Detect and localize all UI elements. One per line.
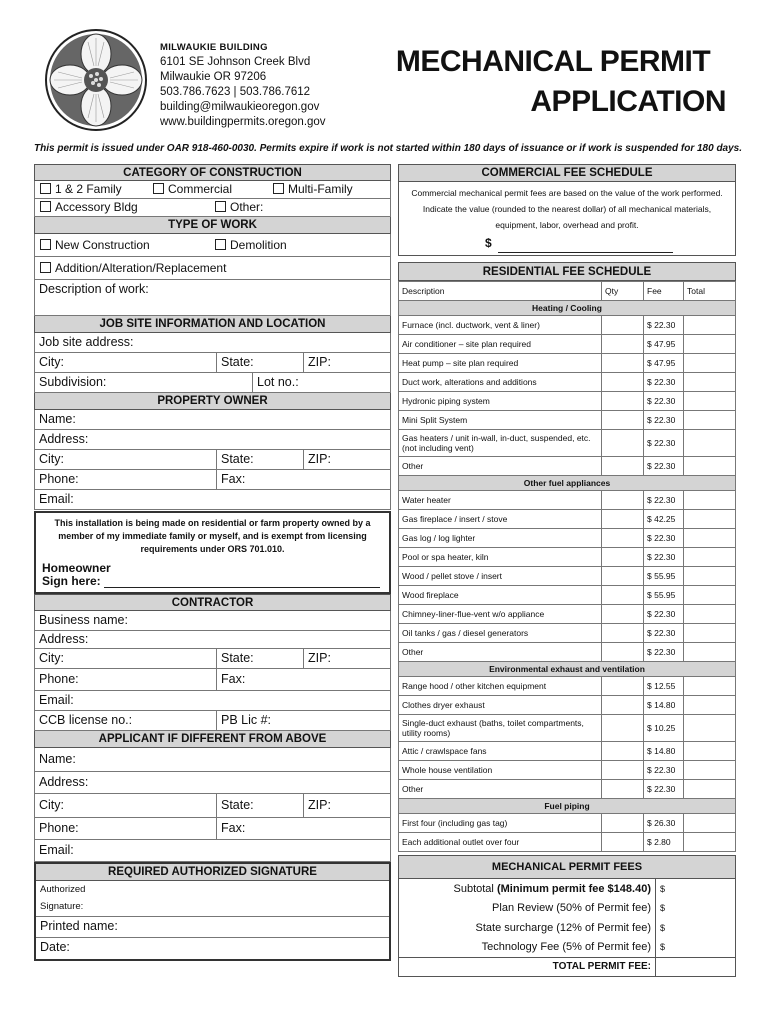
form-title [378,42,728,122]
permit-fee-row [399,938,736,958]
qty-input[interactable] [602,335,644,354]
fee-row [399,833,736,852]
fee-description: Clothes dryer exhaust [399,696,602,715]
homeowner-exemption-box [34,511,391,594]
checkbox[interactable] [40,201,51,212]
fee-row [399,814,736,833]
fee-row [399,529,736,548]
subdivision-field[interactable]: Subdivision: [35,373,253,392]
contractor-address-field[interactable]: Address: [34,631,391,649]
fee-amount: $ 47.95 [644,335,684,354]
fee-amount: $ 14.80 [644,742,684,761]
work-type-header: TYPE OF WORK [34,217,391,234]
fee-row [399,548,736,567]
total-input[interactable] [684,605,736,624]
fee-row [399,780,736,799]
fee-description: Heat pump – site plan required [399,354,602,373]
sign-here-label: Sign here: [42,574,101,588]
city-field[interactable]: City: [35,794,217,817]
owner-name-field[interactable]: Name: [34,410,391,430]
total-input[interactable] [684,567,736,586]
option-1-2-family[interactable]: 1 & 2 Family [40,181,122,198]
fee-amount: $ 14.80 [644,696,684,715]
qty-input[interactable] [602,510,644,529]
qty-input[interactable] [602,567,644,586]
fee-amount: $ 55.95 [644,586,684,605]
state-field[interactable]: State: [217,649,304,668]
owner-phone-row [34,470,391,490]
signature-header: REQUIRED AUTHORIZED SIGNATURE [36,864,389,881]
org-name: MILWAUKIE BUILDING [160,42,268,53]
col-fee: Fee [644,282,684,301]
license-row [34,711,391,731]
ccb-license-field[interactable]: CCB license no.: [35,711,217,730]
fee-row [399,335,736,354]
total-input[interactable] [684,643,736,662]
milwaukie-logo [44,28,148,132]
applicant-email-field[interactable]: Email: [34,840,391,862]
fee-description: Chimney-liner-flue-vent w/o appliance [399,605,602,624]
total-input[interactable] [684,354,736,373]
business-name-field[interactable]: Business name: [34,611,391,631]
total-input[interactable] [684,833,736,852]
category-row-1 [34,181,391,199]
qty-input[interactable] [602,316,644,335]
address-line: Milwaukie OR 97206 [160,71,267,83]
section-title: Heating / Cooling [399,301,736,316]
qty-input[interactable] [602,430,644,457]
date-field[interactable]: Date: [40,940,70,954]
fee-amount: $ 22.30 [644,411,684,430]
city-field[interactable]: City: [35,450,217,469]
fee-row [399,430,736,457]
fee-amount: $ 22.30 [644,761,684,780]
commercial-fee-box [398,164,736,256]
left-column [34,164,391,961]
owner-email-field[interactable]: Email: [34,490,391,510]
right-column [398,164,736,977]
col-qty: Qty [602,282,644,301]
total-permit-fee-value[interactable] [656,957,736,977]
permit-fees-header: MECHANICAL PERMIT FEES [398,855,736,879]
website-line: www.buildingpermits.oregon.gov [160,116,326,128]
address-line: 6101 SE Johnson Creek Blvd [160,56,311,68]
checkbox[interactable] [153,183,164,194]
table-header-row [399,282,736,301]
qty-input[interactable] [602,605,644,624]
fee-row [399,510,736,529]
fee-row [399,392,736,411]
permit-fee-label: Plan Review (50% of Permit fee) [399,899,656,919]
col-total: Total [684,282,736,301]
title-line1: MECHANICAL PERMIT [395,45,711,78]
zip-field[interactable]: ZIP: [308,651,331,665]
fax-field[interactable]: Fax: [221,472,246,486]
fee-amount: $ 22.30 [644,548,684,567]
email-line: building@milwaukieoregon.gov [160,101,320,113]
section-title: Other fuel appliances [399,476,736,491]
applicant-city-row [34,794,391,818]
col-description: Description [399,282,602,301]
fee-description: Whole house ventilation [399,761,602,780]
qty-input[interactable] [602,529,644,548]
qty-input[interactable] [602,643,644,662]
fee-amount: $ 22.30 [644,457,684,476]
phone-field[interactable]: Phone: [35,669,217,690]
fee-amount: $ 22.30 [644,373,684,392]
residential-header: RESIDENTIAL FEE SCHEDULE [398,262,736,281]
qty-input[interactable] [602,411,644,430]
qty-input[interactable] [602,354,644,373]
homeowner-signature-line[interactable] [104,578,380,588]
pb-license-field[interactable]: PB Lic #: [221,713,272,727]
residential-fee-table [398,281,736,852]
total-input[interactable] [684,548,736,567]
permit-fee-value[interactable]: $ [660,883,666,894]
fee-amount: $ 22.30 [644,430,684,457]
option-demolition[interactable]: Demolition [215,234,287,257]
subdivision-row [34,373,391,393]
city-field[interactable]: City: [35,353,217,372]
qty-input[interactable] [602,814,644,833]
zip-field[interactable]: ZIP: [308,355,331,369]
fax-field[interactable]: Fax: [221,821,246,835]
total-input[interactable] [684,814,736,833]
permit-fee-row [399,918,736,938]
contractor-phone-row [34,669,391,691]
fee-amount: $ 2.80 [644,833,684,852]
qty-input[interactable] [602,780,644,799]
fee-row [399,586,736,605]
homeowner-label: Homeowner [42,561,111,575]
category-header: CATEGORY OF CONSTRUCTION [34,164,391,181]
qty-input[interactable] [602,624,644,643]
applicant-name-field[interactable]: Name: [34,748,391,772]
fee-description: Hydronic piping system [399,392,602,411]
fee-description: Other [399,643,602,662]
qty-input[interactable] [602,833,644,852]
homeowner-statement: This installation is being made on residential or farm property owned by a member of my immediate family or myself, and is exempt from licensing requirements under ORS 701.010. [54,518,371,554]
fee-description: Furnace (incl. ductwork, vent & liner) [399,316,602,335]
phone-field[interactable]: Phone: [35,818,217,839]
qty-input[interactable] [602,761,644,780]
checkbox[interactable] [40,262,51,273]
fee-description: Air conditioner – site plan required [399,335,602,354]
fee-amount: $ 22.30 [644,392,684,411]
fee-row [399,761,736,780]
fee-description: Gas log / log lighter [399,529,602,548]
qty-input[interactable] [602,715,644,742]
permit-fee-row [399,879,736,899]
fee-description: Single-duct exhaust (baths, toilet compartments, utility rooms) [399,715,602,742]
fee-description: Other [399,780,602,799]
total-input[interactable] [684,510,736,529]
fee-section-header [399,301,736,316]
fee-row [399,457,736,476]
checkbox[interactable] [40,183,51,194]
fee-amount: $ 10.25 [644,715,684,742]
fee-description: Oil tanks / gas / diesel generators [399,624,602,643]
permit-fee-value[interactable]: $ [660,903,666,914]
qty-input[interactable] [602,373,644,392]
state-field[interactable]: State: [217,794,304,817]
option-new-construction[interactable]: New Construction [40,234,150,257]
fee-description: Water heater [399,491,602,510]
option-multi-family[interactable]: Multi-Family [273,181,353,198]
state-field[interactable]: State: [217,450,304,469]
applicant-header: APPLICANT IF DIFFERENT FROM ABOVE [34,731,391,748]
qty-input[interactable] [602,586,644,605]
fee-row [399,624,736,643]
job-site-city-row [34,353,391,373]
permit-fee-value[interactable]: $ [660,942,666,952]
total-input[interactable] [684,761,736,780]
permit-fee-label: Subtotal (Minimum permit fee $148.40) [399,879,656,899]
fee-description: Other [399,457,602,476]
fee-amount: $ 22.30 [644,624,684,643]
fee-amount: $ 22.30 [644,529,684,548]
total-input[interactable] [684,696,736,715]
fee-row [399,643,736,662]
signature-label: Signature: [40,901,84,912]
fee-description: Duct work, alterations and additions [399,373,602,392]
fee-row [399,411,736,430]
fee-description: Wood fireplace [399,586,602,605]
permit-fee-label: State surcharge (12% of Permit fee) [399,918,656,938]
title-line2: APPLICATION [530,85,726,118]
option-other[interactable]: Other: [215,199,263,216]
fee-amount: $ 47.95 [644,354,684,373]
permit-fee-row [399,899,736,919]
qty-input[interactable] [602,742,644,761]
permit-fees-table [398,879,736,977]
fee-description: Mini Split System [399,411,602,430]
option-accessory-bldg[interactable]: Accessory Bldg [40,199,138,216]
total-permit-fee-label: TOTAL PERMIT FEE: [399,957,656,977]
fee-description: Gas fireplace / insert / stove [399,510,602,529]
applicant-phone-row [34,818,391,840]
contractor-header: CONTRACTOR [34,594,391,611]
fee-row [399,677,736,696]
checkbox[interactable] [215,239,226,250]
permit-fee-value[interactable]: $ [660,922,666,933]
work-type-row-1 [34,234,391,257]
fax-field[interactable]: Fax: [221,672,246,686]
fee-row [399,316,736,335]
lot-field[interactable]: Lot no.: [257,375,299,389]
fee-amount: $ 22.30 [644,316,684,335]
fee-description: Each additional outlet over four [399,833,602,852]
fee-description: First four (including gas tag) [399,814,602,833]
section-title: Environmental exhaust and ventilation [399,662,736,677]
fee-row [399,715,736,742]
checkbox[interactable] [215,201,226,212]
fee-section-header [399,799,736,814]
total-input[interactable] [684,335,736,354]
fee-row [399,373,736,392]
total-input[interactable] [684,392,736,411]
commercial-value-field[interactable]: $ [399,233,735,255]
total-input[interactable] [684,529,736,548]
qty-input[interactable] [602,677,644,696]
fee-section-header [399,476,736,491]
signature-box [34,862,391,961]
fee-amount: $ 42.25 [644,510,684,529]
fee-amount: $ 22.30 [644,780,684,799]
total-input[interactable] [684,373,736,392]
fee-row [399,354,736,373]
office-address [160,40,326,130]
option-commercial[interactable]: Commercial [153,181,232,198]
total-input[interactable] [684,430,736,457]
homeowner-sign-area [42,562,383,588]
fee-section-header [399,662,736,677]
authorized-label: Authorized [40,884,86,895]
qty-input[interactable] [602,392,644,411]
fee-row [399,696,736,715]
qty-input[interactable] [602,457,644,476]
job-site-address-field[interactable]: Job site address: [34,333,391,353]
authorized-signature-field[interactable] [36,881,389,917]
owner-city-row [34,450,391,470]
total-input[interactable] [684,742,736,761]
permit-notice: This permit is issued under OAR 918-460-0030. Permits expire if work is not started within 180 days of issuance or if work is suspended for 180 days. [34,143,743,154]
zip-field[interactable]: ZIP: [308,452,331,466]
fee-amount: $ 22.30 [644,605,684,624]
phone-line: 503.786.7623 | 503.786.7612 [160,86,311,98]
qty-input[interactable] [602,696,644,715]
checkbox[interactable] [273,183,284,194]
total-input[interactable] [684,491,736,510]
option-addition-alteration[interactable]: Addition/Alteration/Replacement [40,257,226,280]
fee-row [399,567,736,586]
qty-input[interactable] [602,491,644,510]
checkbox[interactable] [40,239,51,250]
total-input[interactable] [684,677,736,696]
zip-field[interactable]: ZIP: [308,798,331,812]
qty-input[interactable] [602,548,644,567]
printed-name-field[interactable]: Printed name: [36,917,389,938]
total-input[interactable] [684,715,736,742]
applicant-address-field[interactable]: Address: [34,772,391,794]
fee-description: Pool or spa heater, kiln [399,548,602,567]
owner-header: PROPERTY OWNER [34,393,391,410]
fee-amount: $ 22.30 [644,491,684,510]
fee-row [399,605,736,624]
state-field[interactable]: State: [217,353,304,372]
phone-field[interactable]: Phone: [35,470,217,489]
total-input[interactable] [684,586,736,605]
category-row-2 [34,199,391,217]
total-input[interactable] [684,411,736,430]
permit-fee-label: Technology Fee (5% of Permit fee) [399,938,656,958]
fee-description: Gas heaters / unit in-wall, in-duct, suspended, etc. (not including vent) [399,430,602,457]
contractor-city-row [34,649,391,669]
contractor-email-field[interactable]: Email: [34,691,391,711]
fee-row [399,742,736,761]
fee-description: Range hood / other kitchen equipment [399,677,602,696]
total-input[interactable] [684,624,736,643]
commercial-header: COMMERCIAL FEE SCHEDULE [399,165,735,182]
total-permit-fee-row [399,957,736,977]
fee-description: Wood / pellet stove / insert [399,567,602,586]
city-field[interactable]: City: [35,649,217,668]
total-input[interactable] [684,457,736,476]
section-title: Fuel piping [399,799,736,814]
fee-amount: $ 12.55 [644,677,684,696]
total-input[interactable] [684,780,736,799]
fee-description: Attic / crawlspace fans [399,742,602,761]
fee-amount: $ 26.30 [644,814,684,833]
owner-address-field[interactable]: Address: [34,430,391,450]
description-field[interactable]: Description of work: [34,280,391,316]
fee-amount: $ 55.95 [644,567,684,586]
work-type-row-2 [34,257,391,280]
fee-row [399,491,736,510]
job-site-header: JOB SITE INFORMATION AND LOCATION [34,316,391,333]
fee-amount: $ 22.30 [644,643,684,662]
commercial-text: Commercial mechanical permit fees are based on the value of the work performed. Indicate the value (rounded to the nearest dollar) of all mechanical materials, equipment, labor, overhead and profit. [411,188,723,230]
total-input[interactable] [684,316,736,335]
value-line[interactable] [498,241,673,253]
